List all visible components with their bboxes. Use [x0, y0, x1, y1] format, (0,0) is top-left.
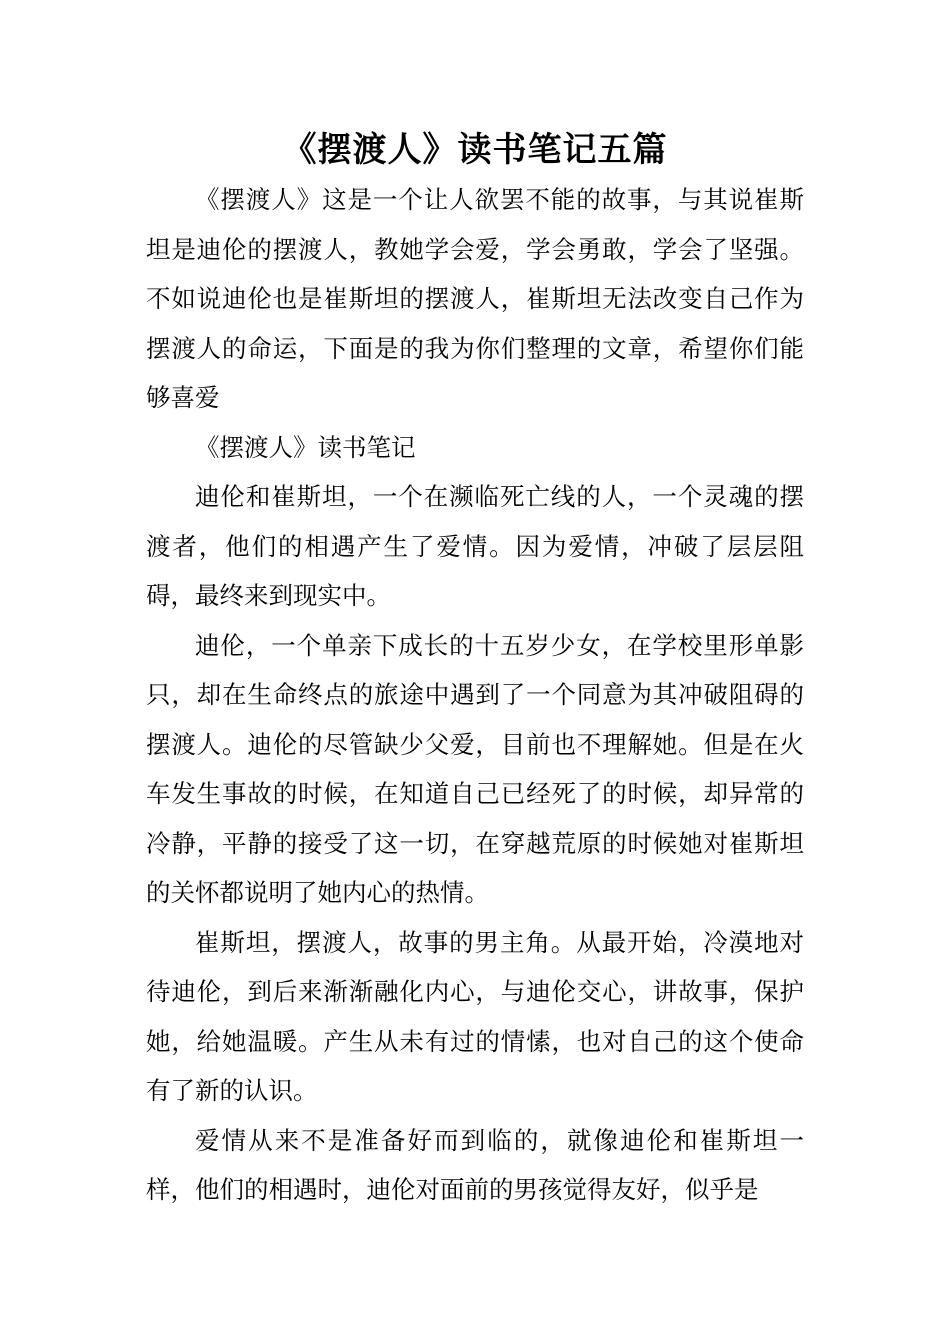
body-paragraph: 迪伦和崔斯坦，一个在濒临死亡线的人，一个灵魂的摆渡者，他们的相遇产生了爱情。因为爱情，冲破了层层阻碍，最终来到现实中。 — [146, 482, 804, 610]
body-paragraph: 崔斯坦，摆渡人，故事的男主角。从最开始，冷漠地对待迪伦，到后来渐渐融化内心，与迪伦交心，讲故事，保护她，给她温暖。产生从未有过的情愫，也对自己的这个使命有了新的认识。 — [146, 927, 804, 1105]
document-body — [146, 175, 804, 1215]
section-heading: 《摆渡人》读书笔记 — [195, 432, 416, 462]
body-paragraph: 迪伦，一个单亲下成长的十五岁少女，在学校里形单影只，却在生命终点的旅途中遇到了一个同意为其冲破阻碍的摆渡人。迪伦的尽管缺少父爱，目前也不理解她。但是在火车发生事故的时候，在知道自己已经死了的时候，却异常的冷静，平静的接受了这一切，在穿越荒原的时候她对崔斯坦的关怀都说明了她内心的热情。 — [146, 630, 804, 907]
intro-paragraph: 《摆渡人》这是一个让人欲罢不能的故事，与其说崔斯坦是迪伦的摆渡人，教她学会爱，学会勇敢，学会了坚强。不如说迪伦也是崔斯坦的摆渡人，崔斯坦无法改变自己作为摆渡人的命运，下面是的我为你们整理的文章，希望你们能够喜爱 — [146, 185, 804, 412]
body-paragraph: 爱情从来不是准备好而到临的，就像迪伦和崔斯坦一样，他们的相遇时，迪伦对面前的男孩觉得友好，似乎是 — [146, 1125, 804, 1204]
document-title: 《摆渡人》读书笔记五篇 — [282, 130, 668, 170]
